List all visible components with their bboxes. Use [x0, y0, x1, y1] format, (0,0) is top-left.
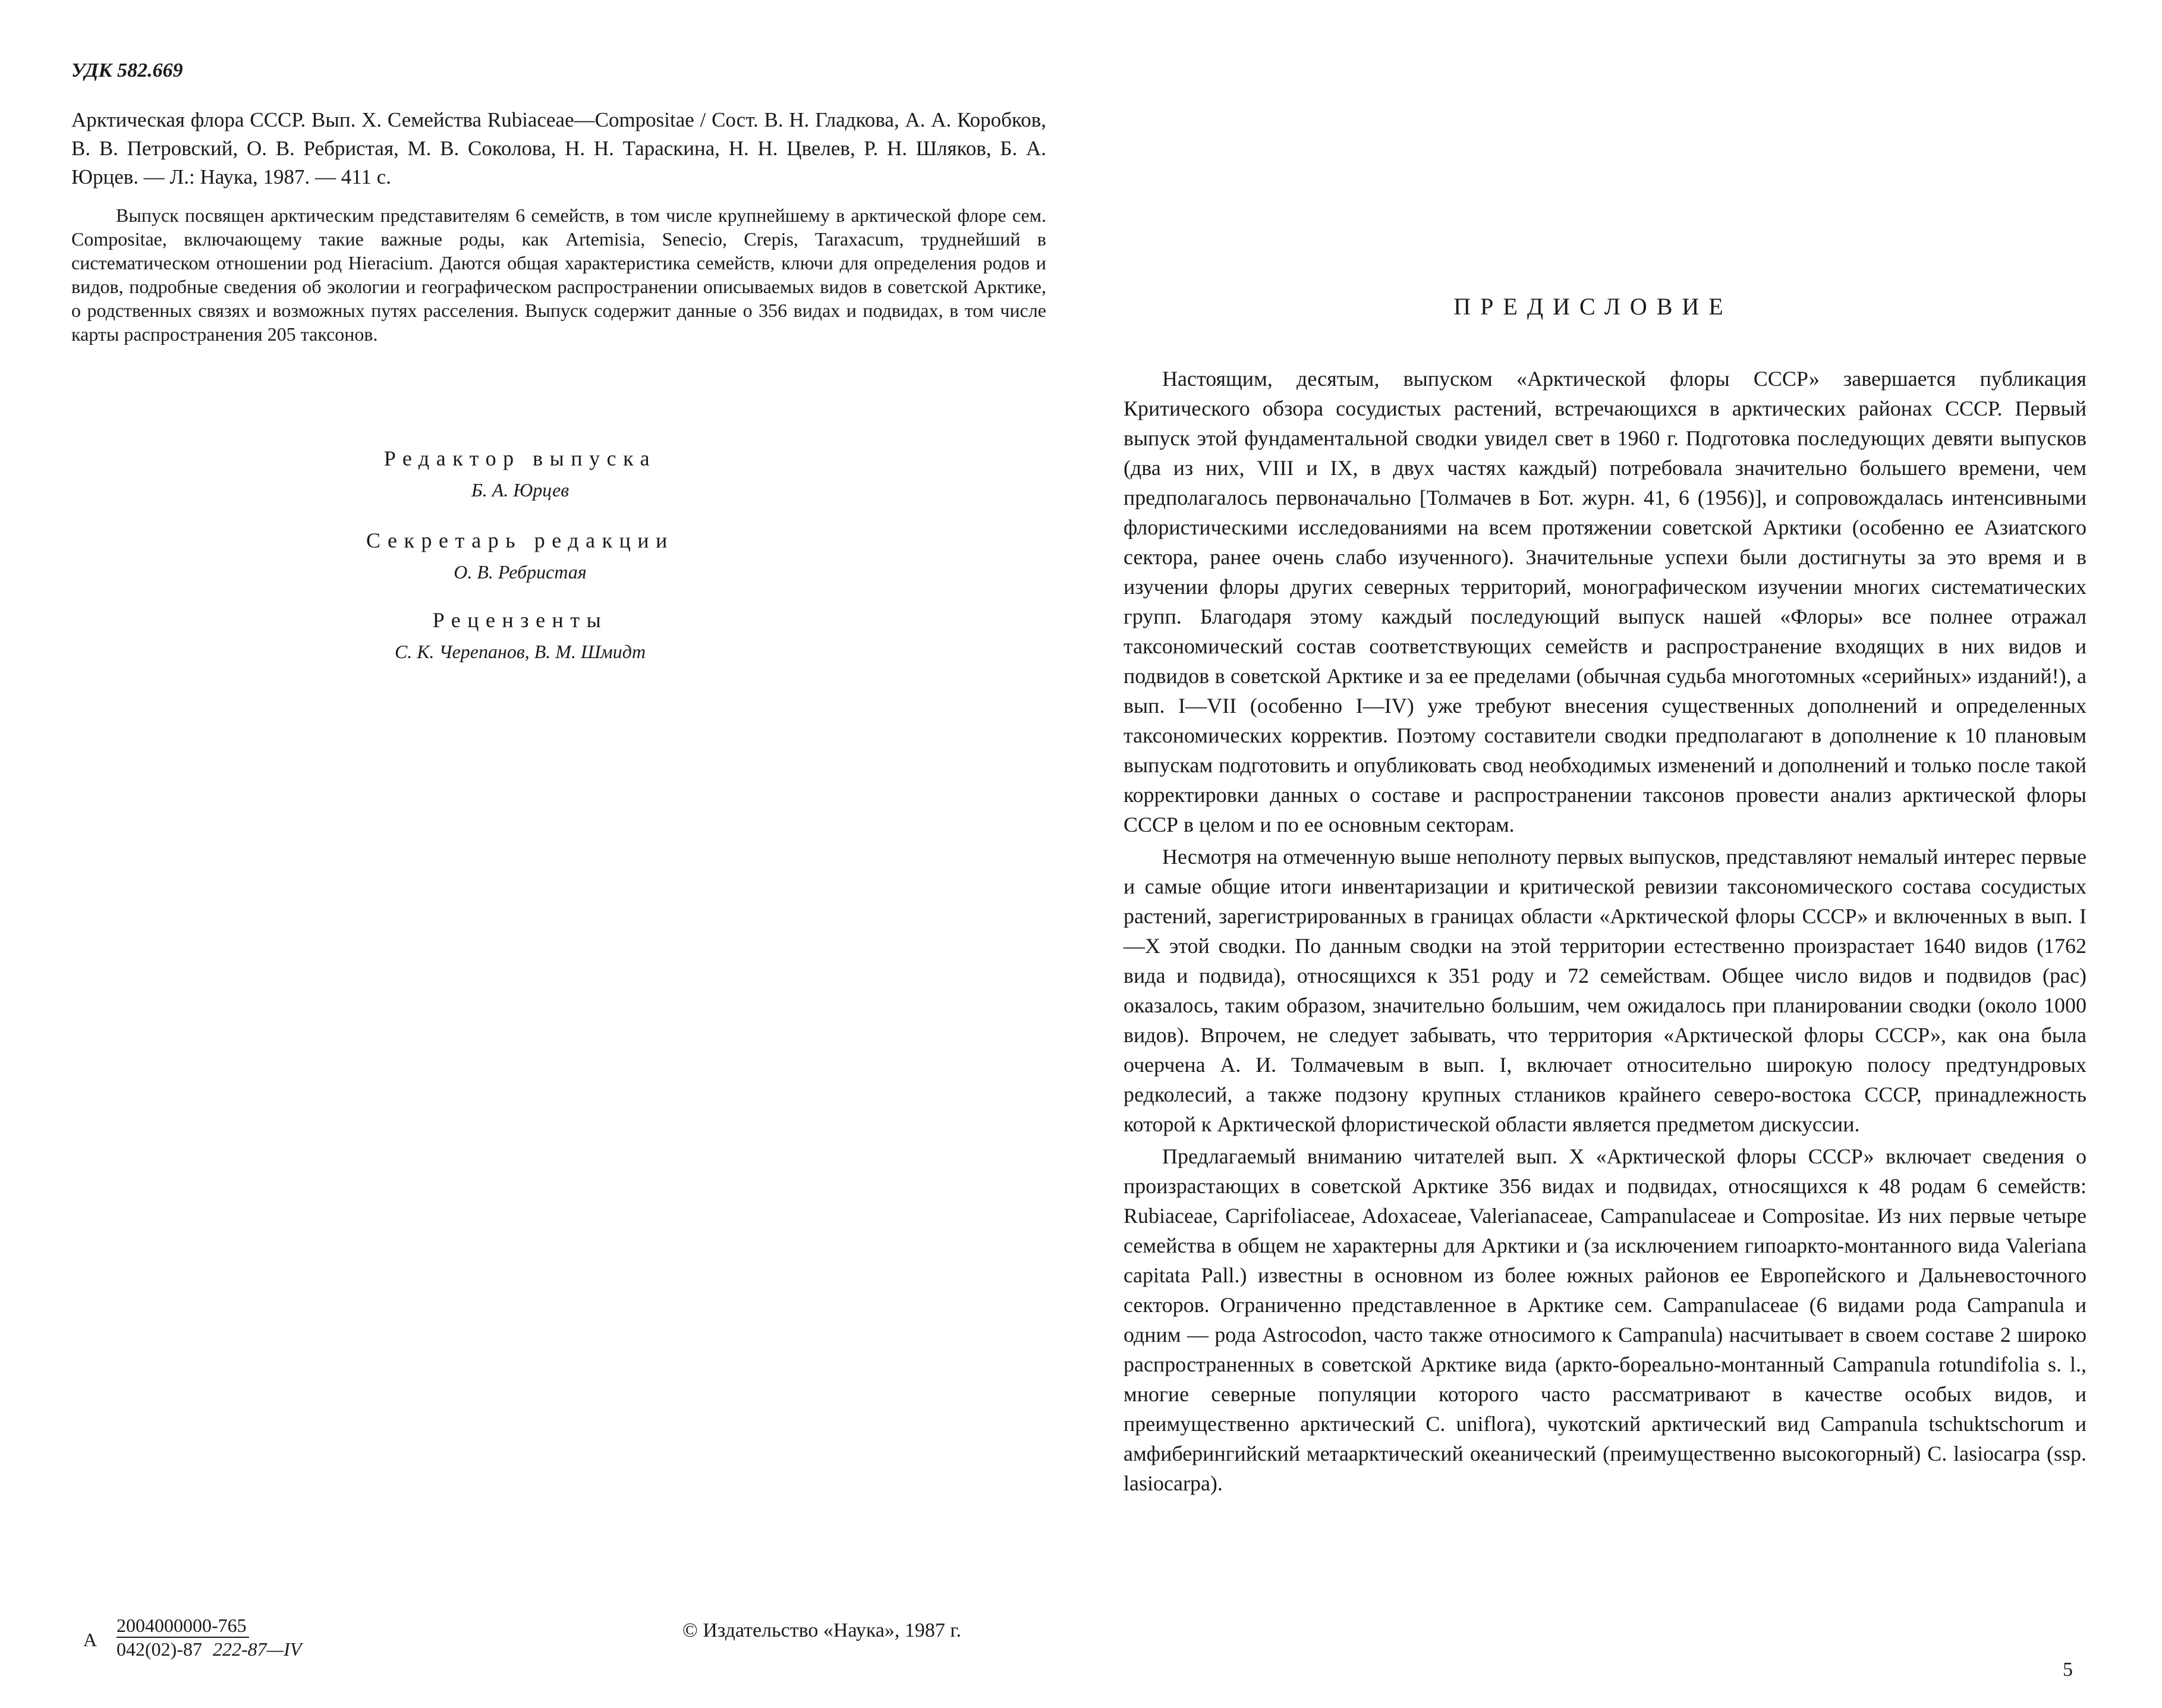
- udc-index: УДК 582.669: [71, 59, 183, 81]
- paragraph: Предлагаемый вниманию читателей вып. X «Арктической флоры СССР» включает сведения о произрастающих в советской Арктике 356 видах и подвидах, относящихся к 48 родам 6 семейств: Rubiaceae, Caprifoliaceae, Adoxaceae, Valerianaceae, Campanulaceae и Compositae. Из них первые четыре семейства в общем не характерны для Арктики и (за исключением гипоаркто-монтанного вида Valeriana capitata Pall.) известны в основном из более южных районов ее Европейского и Дальневосточного секторов. Ограниченно представленное в Арктике сем. Campanulaceae (6 видами рода Campanula и одним — рода Astrocodon, часто также относимого к Campanula) насчитывает в своем составе 2 широко распространенных в советской Арктике вида (аркто-бореально-монтанный Campanula rotundifolia s. l., многие северные популяции которого часто рассматривают в качестве особых видов, и преимущественно арктический C. uniflora), чукотский арктический вид Campanula tschuktschorum и амфиберингийский метаарктический океанический (преимущественно высокогорный) C. lasiocarpa (ssp. lasiocarpa).: [1124, 1144, 2087, 1495]
- page-number: 5: [2063, 1659, 2073, 1681]
- credit-role: Редактор выпуска: [383, 446, 657, 470]
- page-title: ПРЕДИСЛОВИЕ: [1453, 293, 1733, 320]
- credit-reviewers: [0, 608, 1040, 663]
- credit-editor: [0, 446, 1040, 501]
- credit-name: О. В. Ребристая: [454, 561, 587, 583]
- credit-name: С. К. Черепанов, В. М. Шмидт: [394, 641, 646, 662]
- annotation: Выпуск посвящен арктическим представителям 6 семейств, в том числе крупнейшему в арктической флоре сем. Compositae, включающему такие важные роды, как Artemisia, Senecio, Crepis, Taraxacum, труднейший в систематическом отношении род Hieracium. Даются общая характеристика семейств, ключи для определения родов и видов, подробные сведения об экологии и географическом распространении описываемых видов в советской Арктике, о родственных связях и возможных путях расселения. Выпуск содержит данные о 356 видах и подвидах, в том числе карты распространения 205 таксонов.: [71, 205, 1046, 345]
- credit-role: Рецензенты: [432, 608, 608, 632]
- credit-secretary: [0, 528, 1040, 583]
- preface-body: [1124, 364, 2087, 1501]
- catalog-letter: А: [83, 1629, 97, 1650]
- copyright: © Издательство «Наука», 1987 г.: [682, 1619, 962, 1641]
- paragraph: Несмотря на отмеченную выше неполноту первых выпусков, представляют немалый интерес первые и самые общие итоги инвентаризации и критической ревизии таксономического состава сосудистых растений, зарегистрированных в границах области «Арктической флоры СССР» и включенных в вып. I—X этой сводки. По данным сводки на этой территории естественно произрастает 1640 видов (1762 вида и подвида), относящихся к 351 роду и 72 семействам. Общее число видов и подвидов (рас) оказалось, таким образом, значительно большим, чем ожидалось при планировании сводки (около 1000 видов). Впрочем, не следует забывать, что территория «Арктической флоры СССР», как она была очерчена А. И. Толмачевым в вып. I, включает относительно широкую полосу предтундровых редколесий, а также подзону крупных стлаников крайнего северо-востока СССР, принадлежность которой к Арктической флористической области является предметом дискуссии.: [1124, 845, 2087, 1136]
- catalog-suffix: 222-87—IV: [212, 1638, 302, 1660]
- catalog-denominator: [117, 1638, 301, 1660]
- paragraph: Настоящим, десятым, выпуском «Арктической флоры СССР» завершается публикация Критического обзора сосудистых растений, встречающихся в арктических районах СССР. Первый выпуск этой фундаментальной сводки увидел свет в 1960 г. Подготовка последующих девяти выпусков (два из них, VIII и IX, в двух частях каждый) потребовала значительно большего времени, чем предполагалось первоначально [Толмачев в Бот. журн. 41, 6 (1956)], и сопровождалась интенсивными флористическими исследованиями на всем протяжении советской Арктики (особенно ее Азиатского сектора, ранее очень слабо изученного). Значительные успехи были достигнуты за это время и в изучении флоры других северных территорий, монографическом изучении многих систематических групп. Благодаря этому каждый последующий выпуск нашей «Флоры» все полнее отражал таксономический состав соответствующих семейств и распространение входящих в них видов и подвидов в советской Арктике и за ее пределами (обычная судьба многотомных «серийных» изданий!), а вып. I—VII (особенно I—IV) уже требуют внесения существенных дополнений и определенных таксономических корректив. Поэтому составители сводки предполагают в дополнение к 10 плановым выпускам подготовить и опубликовать свод необходимых изменений и дополнений и только после такой корректировки данных о составе и распространении таксонов провести анализ арктической флоры СССР в целом и по ее основным секторам.: [1124, 367, 2087, 836]
- credit-name: Б. А. Юрцев: [471, 479, 569, 501]
- credit-role: Секретарь редакции: [366, 529, 674, 552]
- catalog-denominator-value: 042(02)-87: [117, 1638, 202, 1660]
- catalog-numerator: 2004000000-765: [117, 1615, 249, 1638]
- catalog-fraction: [117, 1615, 302, 1660]
- bibliographic-record: Арктическая флора СССР. Вып. X. Семейства Rubiaceae—Compositae / Сост. В. Н. Гладкова, А. А. Коробков, В. В. Петровский, О. В. Ребристая, М. В. Соколова, Н. Н. Тараскина, Н. Н. Цвелев, Р. Н. Шляков, Б. А. Юрцев. — Л.: Наука, 1987. — 411 с.: [71, 108, 1046, 188]
